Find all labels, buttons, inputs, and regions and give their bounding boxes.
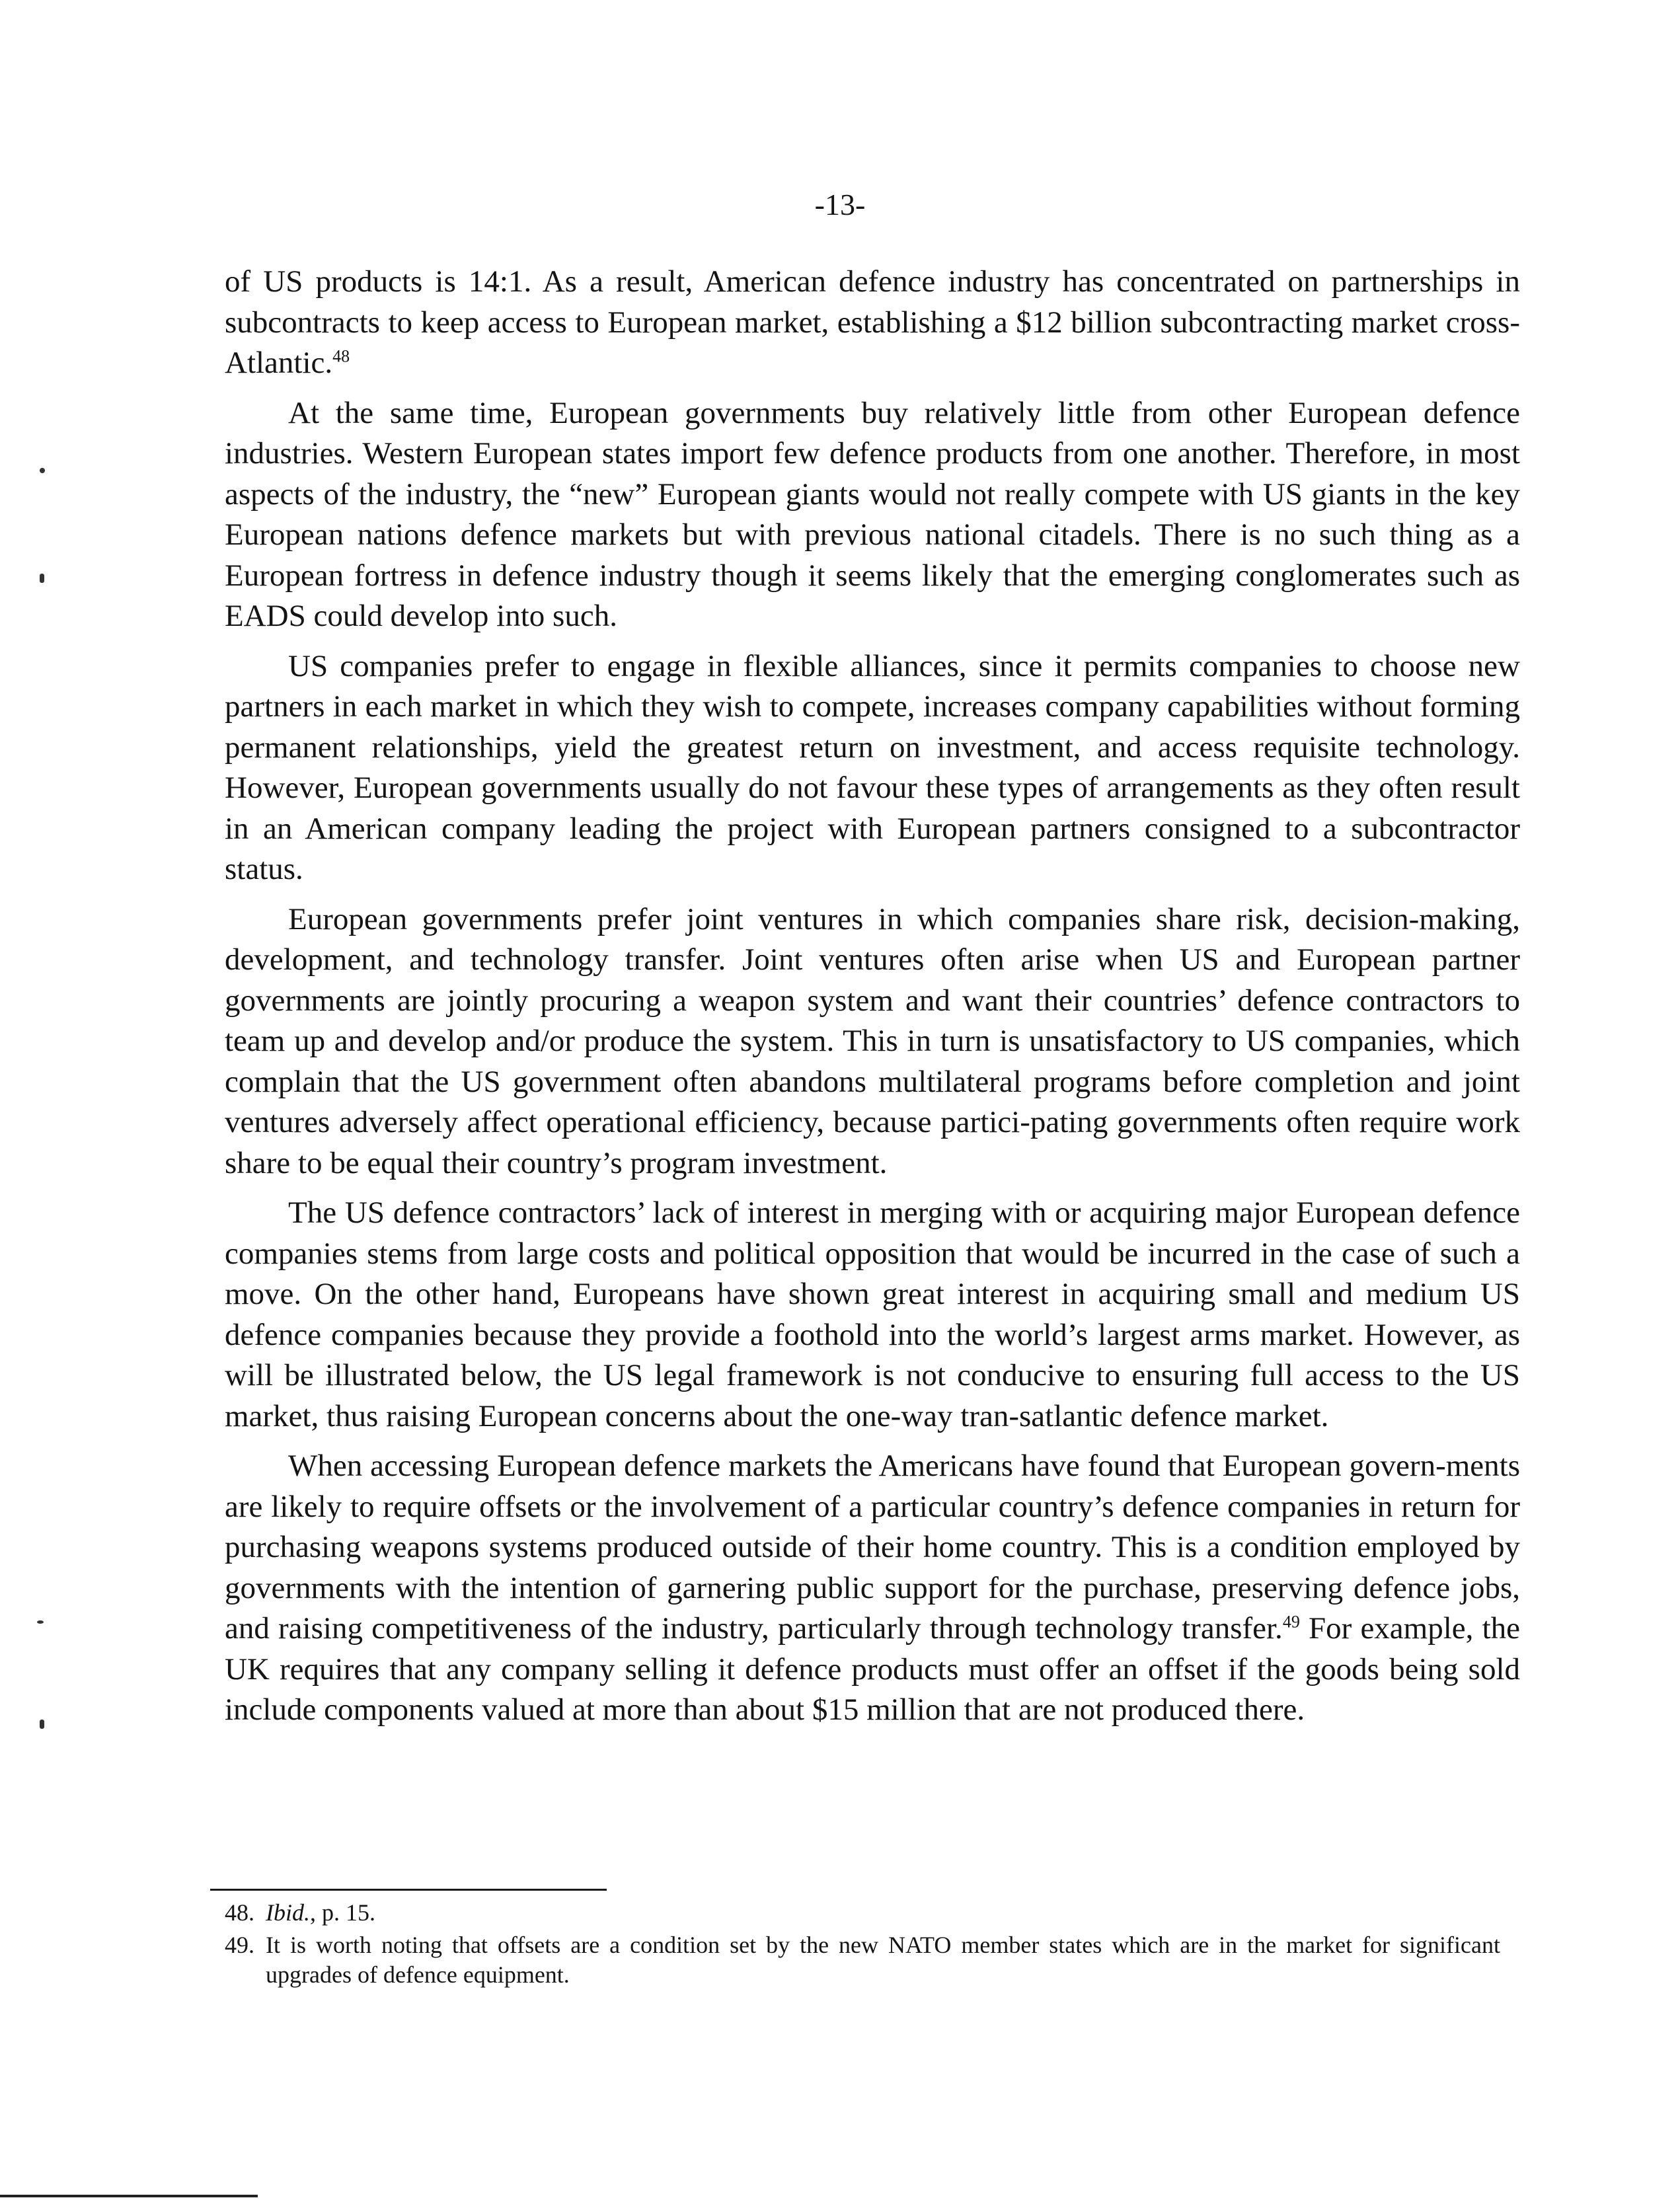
paragraph-2 [225, 393, 1520, 637]
footnote-text [266, 1898, 1500, 1928]
paragraph-5 [225, 1193, 1520, 1437]
paragraph-1 [225, 262, 1520, 384]
paragraph-6-text-before: When accessing European defence markets the Americans have found that European govern-ments are likely to require offsets or the involvement of a particular country’s defence companies in return for purchasing weapons systems produced outside of their home country. This is a condition employed by governments with the intention of garnering public support for the purchase, preserving defence jobs, and raising competitiveness of the industry, particularly through technology transfer. [225, 1449, 1520, 1646]
paragraph-1-text: of US products is 14:1. As a result, American defence industry has concentrated on partnerships in subcontracts to keep access to European market, establishing a $12 billion subcontracting market cross-Atlantic. [225, 264, 1520, 380]
footnote-ref-48: 48 [332, 346, 350, 366]
footnote-48 [225, 1898, 1500, 1928]
paragraph-4-text: European governments prefer joint ventures in which companies share risk, decision-making, development, and technology transfer. Joint ventures often arise when US and European partner governments are jointly procuring a weapon system and want their countries’ defence contractors to team up and develop and/or produce the system. This in turn is unsatisfactory to US companies, which complain that the US government often abandons multilateral programs before completion and joint ventures adversely affect operational efficiency, because partici-pating governments often require work share to be equal their country’s program investment. [225, 901, 1520, 1180]
paragraph-4 [225, 899, 1520, 1184]
page-number: -13- [814, 188, 866, 221]
footnotes [225, 1898, 1500, 1992]
footnote-separator [210, 1889, 607, 1891]
footnote-number: 48. [225, 1899, 254, 1926]
body-text [225, 262, 1520, 1740]
paragraph-6-text-after: For example, the UK requires that any company selling it defence products must offer an offset if the goods being sold include components valued at more than about $15 million that are not produced there. [225, 1611, 1520, 1727]
scan-speck [40, 1720, 44, 1729]
paragraph-2-text: At the same time, European governments buy relatively little from other European defence industries. Western European states import few defence products from one another. Therefore, in most aspects of the industry, the “new” European giants would not really compete with US giants in the key European nations defence markets but with previous national citadels. There is no such thing as a European fortress in defence industry though it seems likely that the emerging conglomerates such as EADS could develop into such. [225, 395, 1520, 633]
footnote-text: It is worth noting that offsets are a condition set by the new NATO member states which are in the market for significant upgrades of defence equipment. [266, 1932, 1500, 1988]
paragraph-3 [225, 646, 1520, 890]
paragraph-5-text: The US defence contractors’ lack of interest in merging with or acquiring major European defence companies stems from large costs and political opposition that would be incurred in the case of such a move. On the other hand, Europeans have shown great interest in acquiring small and medium US defence companies because they provide a foothold into the world’s largest arms market. However, as will be illustrated below, the US legal framework is not conducive to ensuring full access to the US market, thus raising European concerns about the one-way tran-satlantic defence market. [225, 1195, 1520, 1433]
scan-speck [37, 1620, 44, 1624]
footnote-text-rest: , p. 15. [310, 1899, 375, 1926]
paragraph-6 [225, 1446, 1520, 1731]
footnote-italic: Ibid. [266, 1899, 310, 1926]
scan-speck [40, 468, 45, 473]
scan-edge-line [0, 2195, 258, 2197]
footnote-ref-49: 49 [1282, 1612, 1300, 1632]
paragraph-3-text: US companies prefer to engage in flexible alliances, since it permits companies to choose new partners in each market in which they wish to compete, increases company capabilities without forming permanent relationships, yield the greatest return on investment, and access requisite technology. However, European governments usually do not favour these types of arrangements as they often result in an American company leading the project with European partners consigned to a subcontractor status. [225, 648, 1520, 886]
scan-speck [40, 574, 44, 583]
footnote-49 [225, 1930, 1500, 1990]
footnote-number: 49. [225, 1932, 254, 1958]
